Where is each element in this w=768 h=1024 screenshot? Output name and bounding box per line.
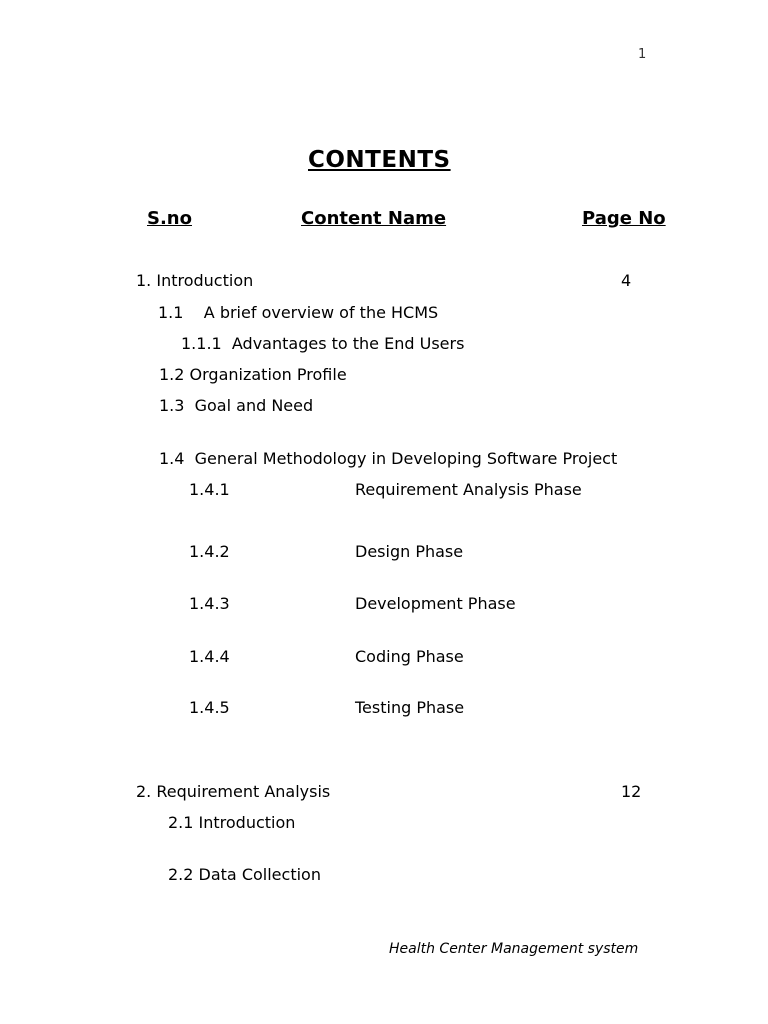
page-title: CONTENTS bbox=[308, 147, 451, 173]
phase-name: Development Phase bbox=[355, 594, 516, 613]
page-footer: Health Center Management system bbox=[389, 941, 639, 957]
toc-entry-1-1: 1.1 A brief overview of the HCMS bbox=[158, 303, 439, 322]
column-header-content-name: Content Name bbox=[301, 208, 447, 229]
phase-number: 1.4.2 bbox=[189, 542, 230, 561]
toc-entry-2-2: 2.2 Data Collection bbox=[168, 865, 321, 884]
phase-name: Requirement Analysis Phase bbox=[355, 480, 582, 499]
phase-number: 1.4.1 bbox=[189, 480, 230, 499]
toc-page-2: 12 bbox=[621, 782, 642, 801]
toc-entry-1-2: 1.2 Organization Profile bbox=[159, 365, 347, 384]
toc-entry-1-4: 1.4 General Methodology in Developing Software Project bbox=[159, 449, 618, 468]
phase-name: Design Phase bbox=[355, 542, 464, 561]
toc-entry-2-requirement-analysis: 2. Requirement Analysis bbox=[136, 782, 331, 801]
toc-entry-1-1-1: 1.1.1 Advantages to the End Users bbox=[181, 334, 465, 353]
toc-entry-1-introduction: 1. Introduction bbox=[136, 271, 254, 290]
phase-number: 1.4.4 bbox=[189, 647, 230, 666]
phase-number: 1.4.3 bbox=[189, 594, 230, 613]
phase-number: 1.4.5 bbox=[189, 698, 230, 717]
column-header-sno: S.no bbox=[147, 208, 192, 229]
toc-entry-1-3: 1.3 Goal and Need bbox=[159, 396, 314, 415]
toc-page-1: 4 bbox=[621, 271, 632, 290]
page-number: 1 bbox=[638, 47, 647, 62]
phase-name: Testing Phase bbox=[355, 698, 465, 717]
phase-name: Coding Phase bbox=[355, 647, 464, 666]
toc-entry-2-1: 2.1 Introduction bbox=[168, 813, 296, 832]
column-header-page-no: Page No bbox=[582, 208, 666, 229]
